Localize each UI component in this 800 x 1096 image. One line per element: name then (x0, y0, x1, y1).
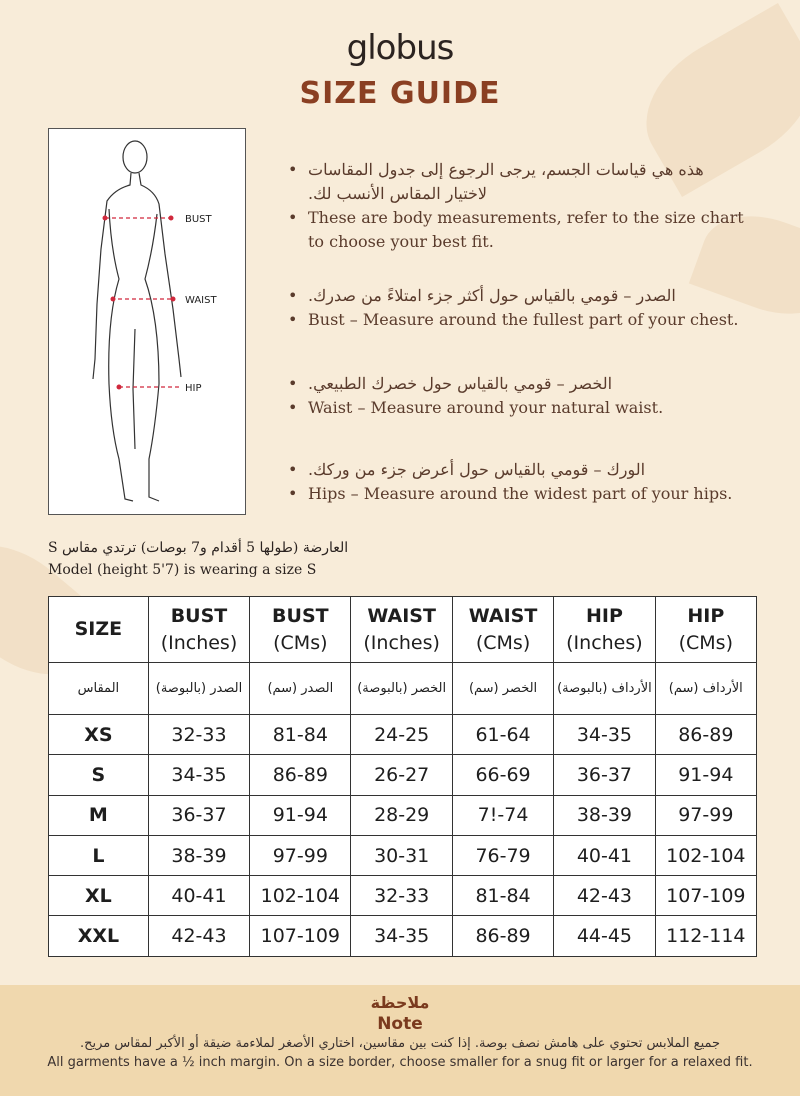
measurement-cell: 34-35 (148, 755, 249, 795)
measurement-cell: 97-99 (250, 835, 351, 875)
note-title-ar: ملاحظة (370, 993, 430, 1012)
brand-logo: globus (346, 28, 454, 68)
header-label: HIP (687, 604, 725, 627)
column-header-ar: الصدر (سم) (250, 663, 351, 715)
measurement-cell: 97-99 (655, 795, 756, 835)
column-header (655, 597, 756, 663)
column-header-ar: الأرداف (سم) (655, 663, 756, 715)
column-header (49, 597, 149, 663)
note-text-en: All garments have a ½ inch margin. On a size border, choose smaller for a snug fit or larger for a relaxed fit. (47, 1055, 753, 1070)
measurement-cell: 107-109 (250, 916, 351, 956)
column-header-ar: الخصر (بالبوصة) (351, 663, 452, 715)
measurement-cell: 81-84 (250, 715, 351, 755)
measurement-cell: 66-69 (452, 755, 553, 795)
measurement-cell: 28-29 (351, 795, 452, 835)
measurement-cell: 38-39 (554, 795, 655, 835)
size-table (48, 596, 757, 957)
measurement-cell: 7!-74 (452, 795, 553, 835)
measurement-cell: 76-79 (452, 835, 553, 875)
hip-label: HIP (185, 383, 202, 394)
bullet-ar: • الصدر – قومي بالقياس حول أكثر جزء امتلاءً من صدرك. (288, 284, 748, 308)
column-header (148, 597, 249, 663)
body-measurement-figure (48, 128, 246, 515)
table-row (49, 795, 757, 835)
size-cell: XXL (49, 916, 149, 956)
measurement-cell: 36-37 (148, 795, 249, 835)
measurement-cell: 86-89 (452, 916, 553, 956)
header-label: WAIST (367, 604, 436, 627)
header-label: SIZE (74, 618, 123, 640)
model-info (48, 537, 348, 581)
table-row (49, 876, 757, 916)
measurement-cell: 40-41 (148, 876, 249, 916)
size-cell: XS (49, 715, 149, 755)
column-header-ar: المقاس (49, 663, 149, 715)
bullet-ar: • الورك – قومي بالقياس حول أعرض جزء من وركك. (288, 458, 748, 482)
bullet-en: • Waist – Measure around your natural waist. (288, 396, 748, 420)
measurement-cell: 32-33 (148, 715, 249, 755)
measurement-cell: 34-35 (554, 715, 655, 755)
header-label: BUST (170, 604, 228, 627)
measurement-cell: 102-104 (655, 835, 756, 875)
note-text-ar: جميع الملابس تحتوي على هامش نصف بوصة. إذا كنت بين مقاسين، اختاري الأصغر لملاءمة ضيقة أو الأكبر لمقاس مريح. (79, 1036, 721, 1051)
note-section (0, 985, 800, 1096)
waist-label: WAIST (185, 295, 217, 306)
measurement-cell: 30-31 (351, 835, 452, 875)
model-info-en: Model (height 5'7) is wearing a size S (48, 562, 317, 578)
measurement-cell: 42-43 (554, 876, 655, 916)
bullet-ar: • هذه هي قياسات الجسم، يرجى الرجوع إلى جدول المقاسات لاختيار المقاس الأنسب لك. (288, 158, 748, 206)
table-row (49, 835, 757, 875)
size-cell: S (49, 755, 149, 795)
measurement-instructions (288, 158, 748, 530)
column-header (554, 597, 655, 663)
column-header-ar: الأرداف (بالبوصة) (554, 663, 655, 715)
bullet-en: • Bust – Measure around the fullest part of your chest. (288, 308, 748, 332)
header-unit: (Inches) (566, 631, 643, 654)
header-unit: (CMs) (678, 631, 733, 654)
column-header-ar: الخصر (سم) (452, 663, 553, 715)
measurement-cell: 36-37 (554, 755, 655, 795)
table-row (49, 916, 757, 956)
bullet-en: • These are body measurements, refer to the size chart to choose your best fit. (288, 206, 748, 254)
column-header (351, 597, 452, 663)
model-info-ar: العارضة (طولها 5 أقدام و7 بوصات) ترتدي مقاس S (48, 540, 349, 556)
size-cell: XL (49, 876, 149, 916)
bust-label: BUST (185, 214, 212, 225)
measurement-cell: 26-27 (351, 755, 452, 795)
table-row (49, 715, 757, 755)
header-unit: (CMs) (475, 631, 531, 654)
measurement-cell: 91-94 (655, 755, 756, 795)
header-label: BUST (272, 604, 329, 627)
table-row (49, 755, 757, 795)
measurement-cell: 40-41 (554, 835, 655, 875)
page-title: SIZE GUIDE (299, 76, 501, 111)
measurement-cell: 24-25 (351, 715, 452, 755)
size-cell: M (49, 795, 149, 835)
measurement-cell: 102-104 (250, 876, 351, 916)
note-title-en: Note (377, 1014, 423, 1034)
bullet-ar: • الخصر – قومي بالقياس حول خصرك الطبيعي. (288, 372, 748, 396)
measurement-cell: 38-39 (148, 835, 249, 875)
header-label: WAIST (468, 604, 538, 627)
measurement-cell: 107-109 (655, 876, 756, 916)
column-header (250, 597, 351, 663)
measurement-cell: 81-84 (452, 876, 553, 916)
header-unit: (Inches) (363, 631, 440, 654)
measurement-cell: 44-45 (554, 916, 655, 956)
header-label: HIP (585, 604, 623, 627)
measurement-cell: 86-89 (250, 755, 351, 795)
measurement-cell: 34-35 (351, 916, 452, 956)
column-header-ar: الصدر (بالبوصة) (148, 663, 249, 715)
header-unit: (Inches) (160, 631, 238, 654)
measurement-cell: 42-43 (148, 916, 249, 956)
measurement-cell: 112-114 (655, 916, 756, 956)
column-header (452, 597, 553, 663)
header-unit: (CMs) (273, 631, 328, 654)
measurement-cell: 32-33 (351, 876, 452, 916)
measurement-cell: 91-94 (250, 795, 351, 835)
measurement-cell: 86-89 (655, 715, 756, 755)
bullet-en: • Hips – Measure around the widest part of your hips. (288, 482, 748, 506)
size-cell: L (49, 835, 149, 875)
measurement-cell: 61-64 (452, 715, 553, 755)
